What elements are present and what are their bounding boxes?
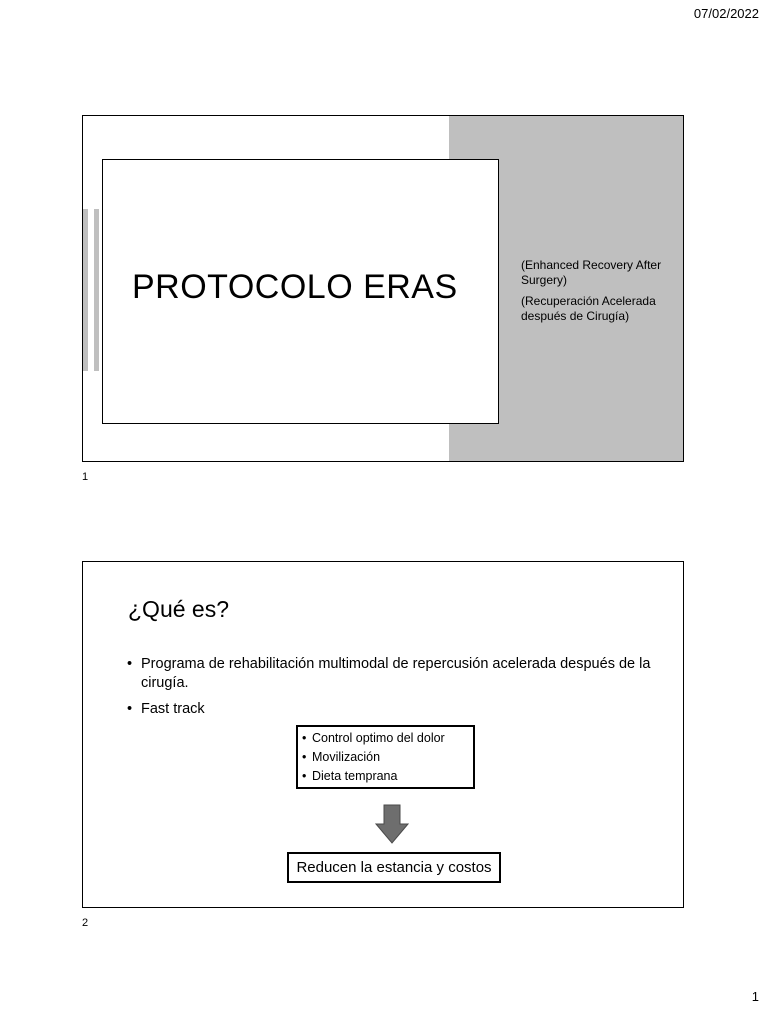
bullet-icon: • (127, 701, 133, 717)
slide-number-1: 1 (82, 471, 89, 483)
subtitle-line-english: (Enhanced Recovery After Surgery) (521, 258, 662, 287)
slide-number-2: 2 (82, 917, 89, 929)
slide-1 (82, 115, 684, 462)
slide-title: PROTOCOLO ERAS (132, 268, 458, 306)
slide-title: ¿Qué es? (128, 596, 229, 622)
bullet-text: Fast track (141, 701, 205, 717)
fast-track-box (296, 725, 475, 789)
title-box (102, 159, 499, 424)
list-item (127, 655, 667, 693)
box-item-text: Dieta temprana (312, 769, 398, 783)
accent-bar-left (83, 209, 88, 371)
list-item (302, 748, 469, 767)
bullet-icon: • (302, 769, 307, 783)
down-arrow-icon (375, 804, 409, 844)
slide-2 (82, 561, 684, 908)
box-item-text: Control optimo del dolor (312, 731, 445, 745)
page-number: 1 (751, 989, 759, 1004)
bullet-text: Programa de rehabilitación multimodal de repercusión acelerada después de la cirugía. (141, 656, 651, 691)
box-item-text: Movilización (312, 750, 381, 764)
accent-bar-right (94, 209, 99, 371)
bullet-list (127, 655, 667, 726)
bullet-icon: • (302, 750, 307, 764)
result-box: Reducen la estancia y costos (287, 852, 501, 883)
list-item (302, 767, 469, 786)
list-item (302, 729, 469, 748)
slide-subtitle (521, 258, 671, 330)
page-date: 07/02/2022 (693, 6, 759, 21)
list-item (127, 700, 667, 719)
bullet-icon: • (302, 731, 307, 745)
subtitle-line-spanish: (Recuperación Acelerada después de Cirugía) (521, 294, 656, 323)
bullet-icon: • (127, 656, 133, 672)
